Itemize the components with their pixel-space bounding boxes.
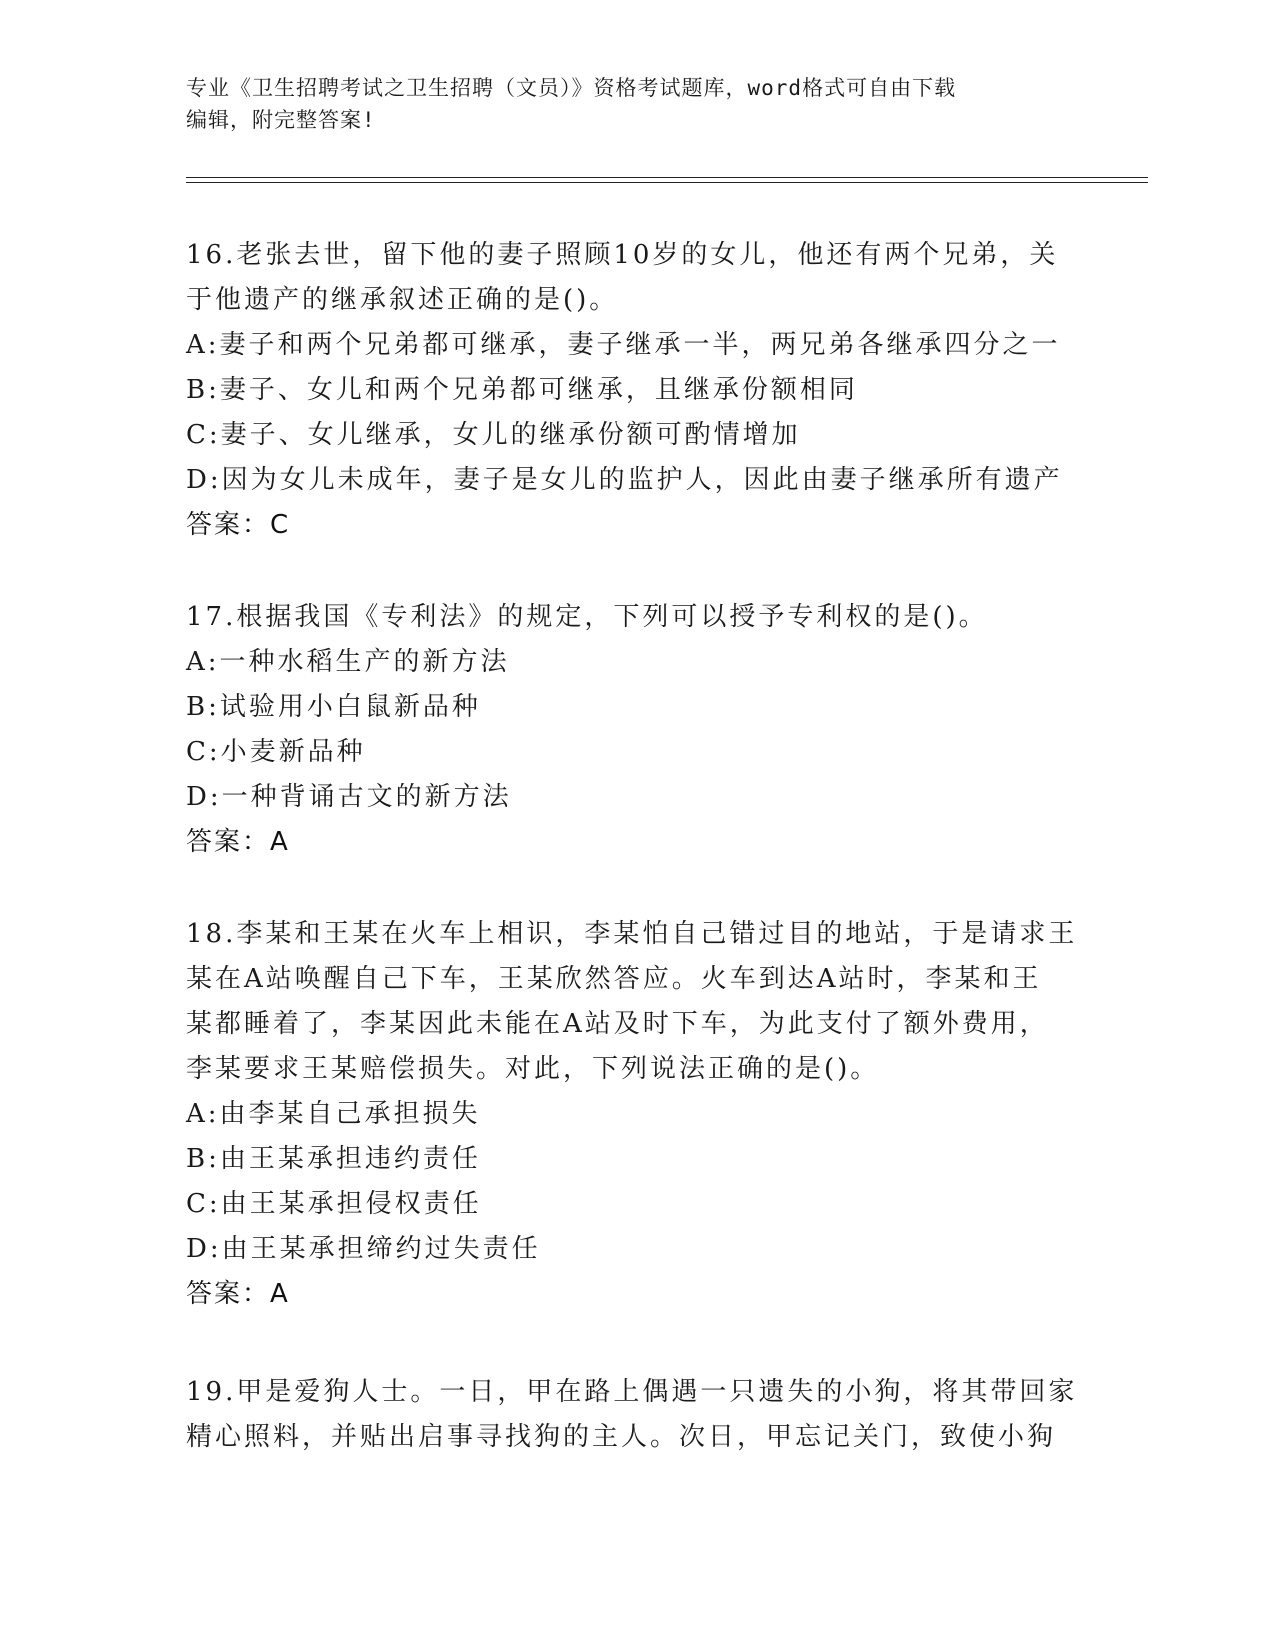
header-line-2: 编辑，附完整答案!	[186, 108, 376, 132]
stem-line: 某在A站唤醒自己下车，王某欣然答应。火车到达A站时，李某和王	[186, 964, 1042, 994]
header-line-1: 专业《卫生招聘考试之卫生招聘（文员）》资格考试题库，word格式可自由下载	[186, 76, 957, 100]
option-d: D:因为女儿未成年，妻子是女儿的监护人，因此由妻子继承所有遗产	[186, 465, 1063, 495]
stem-line: 18.李某和王某在火车上相识，李某怕自己错过目的地站，于是请求王	[186, 919, 1078, 949]
stem-line: 精心照料，并贴出启事寻找狗的主人。次日，甲忘记关门，致使小狗	[186, 1422, 1057, 1452]
option-b: B:由王某承担违约责任	[186, 1144, 481, 1174]
document-header	[186, 72, 1086, 136]
question-stem	[186, 912, 1086, 1092]
option-c: C:小麦新品种	[186, 737, 366, 767]
question-16	[186, 233, 1086, 548]
option-d: D:一种背诵古文的新方法	[186, 782, 512, 812]
question-stem	[186, 595, 1086, 640]
header-divider-bottom	[186, 182, 1148, 183]
option-a: A:一种水稻生产的新方法	[186, 647, 510, 677]
option-d: D:由王某承担缔约过失责任	[186, 1234, 541, 1264]
header-divider-top	[186, 177, 1148, 178]
option-a: A:妻子和两个兄弟都可继承，妻子继承一半，两兄弟各继承四分之一	[186, 330, 1061, 360]
stem-line: 16.老张去世，留下他的妻子照顾10岁的女儿，他还有两个兄弟，关	[186, 240, 1059, 270]
question-19	[186, 1370, 1086, 1460]
option-c: C:妻子、女儿继承，女儿的继承份额可酌情增加	[186, 420, 801, 450]
option-b: B:妻子、女儿和两个兄弟都可继承，且继承份额相同	[186, 375, 858, 405]
stem-line: 19.甲是爱狗人士。一日，甲在路上偶遇一只遗失的小狗，将其带回家	[186, 1377, 1078, 1407]
question-18	[186, 912, 1086, 1317]
question-stem	[186, 1370, 1086, 1460]
answer: 答案：C	[186, 510, 291, 540]
stem-line: 17.根据我国《专利法》的规定，下列可以授予专利权的是()。	[186, 602, 988, 632]
option-b: B:试验用小白鼠新品种	[186, 692, 481, 722]
option-a: A:由李某自己承担损失	[186, 1099, 481, 1129]
stem-line: 李某要求王某赔偿损失。对此，下列说法正确的是()。	[186, 1054, 880, 1084]
option-c: C:由王某承担侵权责任	[186, 1189, 482, 1219]
answer: 答案：A	[186, 1279, 290, 1309]
answer: 答案：A	[186, 827, 290, 857]
question-stem	[186, 233, 1086, 323]
question-17	[186, 595, 1086, 865]
stem-line: 某都睡着了，李某因此未能在A站及时下车，为此支付了额外费用，	[186, 1009, 1049, 1039]
stem-line: 于他遗产的继承叙述正确的是()。	[186, 285, 619, 315]
